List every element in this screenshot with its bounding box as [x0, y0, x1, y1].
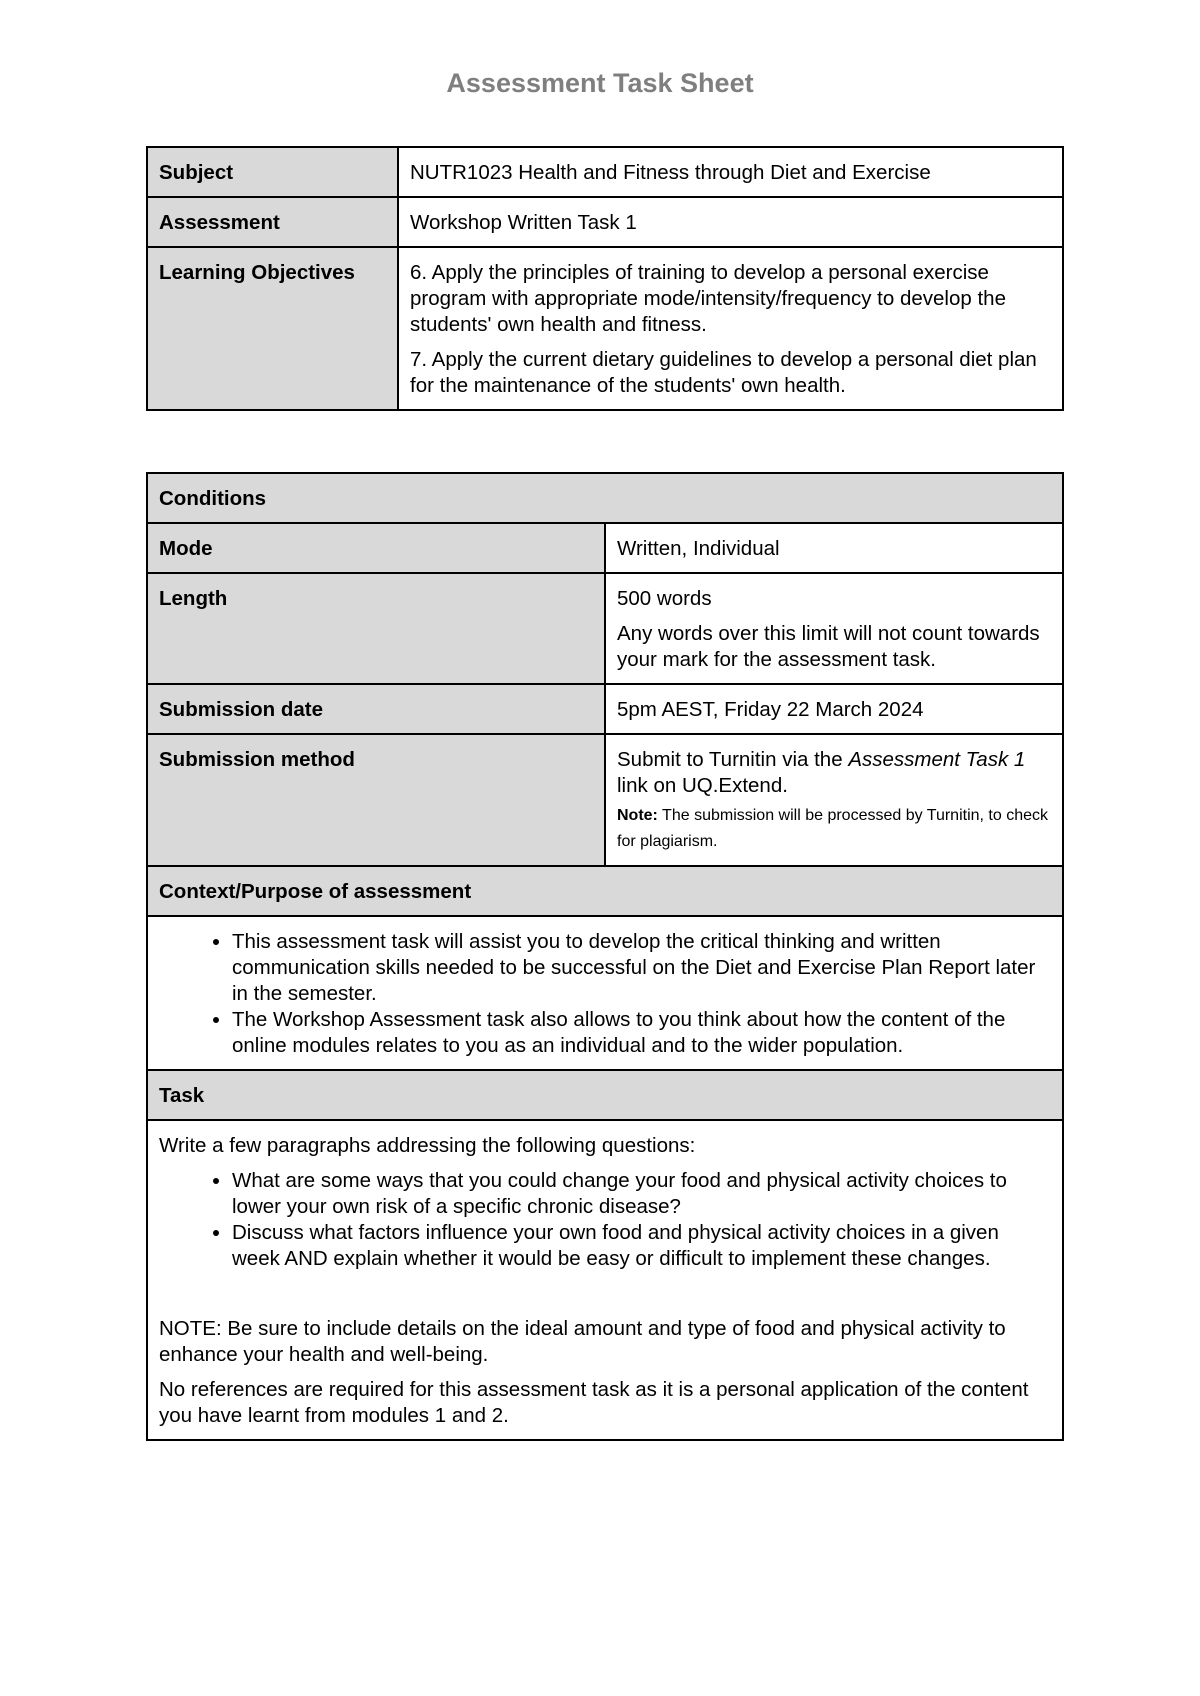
list-item: • This assessment task will assist you to develop the critical thinking and written communication skills needed to be successful on the Diet and Exercise Plan Report later in the semester. — [232, 929, 1052, 1007]
table-row — [147, 473, 1063, 523]
submission-method-text — [617, 747, 1052, 799]
submission-date-label: Submission date — [147, 684, 605, 734]
objectives-label: Learning Objectives — [147, 247, 398, 410]
info-table — [146, 146, 1064, 411]
subject-label: Subject — [147, 147, 398, 197]
mode-value: Written, Individual — [605, 523, 1063, 573]
assessment-value: Workshop Written Task 1 — [398, 197, 1063, 247]
submission-note — [617, 803, 1052, 855]
task-intro: Write a few paragraphs addressing the following questions: — [159, 1134, 696, 1157]
table-row — [147, 247, 1063, 410]
table-row — [147, 866, 1063, 916]
assessment-task-link-text: Assessment Task 1 — [848, 748, 1026, 771]
table-row — [147, 197, 1063, 247]
method-suffix: link on UQ.Extend. — [617, 774, 788, 797]
context-heading: Context/Purpose of assessment — [147, 866, 1063, 916]
task-heading: Task — [147, 1070, 1063, 1120]
method-prefix: Submit to Turnitin via the — [617, 748, 849, 771]
table-row — [147, 573, 1063, 684]
objective-6: 6. Apply the principles of training to develop a personal exercise program with appropriate mode/intensity/frequency to develop the students' own health and fitness. — [410, 261, 1006, 336]
list-item: • The Workshop Assessment task also allows to you think about how the content of the online modules relates to you as an individual and to the wider population. — [232, 1007, 1052, 1059]
task-body — [147, 1120, 1063, 1440]
context-list — [159, 929, 1052, 1059]
objective-7: 7. Apply the current dietary guidelines to develop a personal diet plan for the maintenance of the students' own health. — [410, 348, 1037, 397]
page-title: Assessment Task Sheet — [446, 68, 754, 98]
conditions-heading: Conditions — [147, 473, 1063, 523]
spacer — [159, 1272, 1052, 1316]
note-label: Note: — [617, 807, 658, 824]
table-row — [147, 916, 1063, 1070]
length-words: 500 words — [617, 587, 712, 610]
task-references: No references are required for this assessment task as it is a personal application of the content you have learnt from modules 1 and 2. — [159, 1378, 1029, 1427]
list-item: • Discuss what factors influence your own food and physical activity choices in a given week AND explain whether it would be easy or difficult to implement these changes. — [232, 1220, 1052, 1272]
list-item: • What are some ways that you could change your food and physical activity choices to lower your own risk of a specific chronic disease? — [232, 1168, 1052, 1220]
table-row — [147, 1120, 1063, 1440]
conditions-table — [146, 472, 1064, 1441]
context-body — [147, 916, 1063, 1070]
assessment-label: Assessment — [147, 197, 398, 247]
table-row — [147, 147, 1063, 197]
mode-label: Mode — [147, 523, 605, 573]
submission-method-value — [605, 734, 1063, 866]
table-row — [147, 734, 1063, 866]
task-list — [159, 1168, 1052, 1272]
task-note: NOTE: Be sure to include details on the ideal amount and type of food and physical activity to enhance your health and well-being. — [159, 1317, 1006, 1366]
length-value — [605, 573, 1063, 684]
length-note: Any words over this limit will not count towards your mark for the assessment task. — [617, 622, 1040, 671]
length-label: Length — [147, 573, 605, 684]
objectives-value — [398, 247, 1063, 410]
table-row — [147, 684, 1063, 734]
table-row — [147, 523, 1063, 573]
subject-value: NUTR1023 Health and Fitness through Diet and Exercise — [398, 147, 1063, 197]
submission-method-label: Submission method — [147, 734, 605, 866]
note-text: The submission will be processed by Turnitin, to check for plagiarism. — [617, 807, 1048, 850]
table-row — [147, 1070, 1063, 1120]
submission-date-value: 5pm AEST, Friday 22 March 2024 — [605, 684, 1063, 734]
